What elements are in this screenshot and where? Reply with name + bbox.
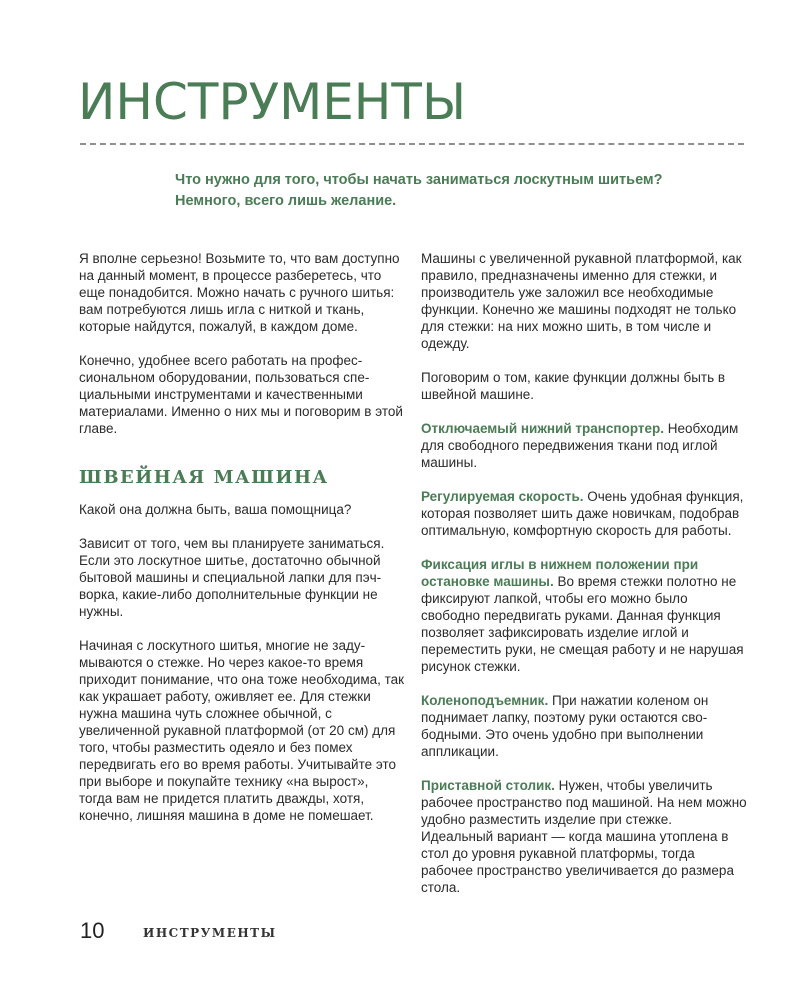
body-paragraph: Какой она должна быть, ваша помощница?: [79, 502, 352, 517]
body-paragraph: Зависит от того, чем вы планируете заниматься. Если это лоскутное шитье, достаточно обычной бытовой машины и специальной лапки для пэчворка, какие-либо дополнительные функции не нужны.: [79, 536, 385, 619]
left-column: [79, 250, 405, 824]
feature-item: [421, 488, 747, 539]
section-heading: ШВЕЙНАЯ МАШИНА: [79, 467, 329, 488]
page-number: 10: [80, 918, 105, 943]
running-footer-label: ИНСТРУМЕНТЫ: [143, 926, 277, 940]
feature-term: Фиксация иглы в нижнем положении при остановке машины.: [421, 557, 699, 589]
feature-item: [421, 556, 747, 675]
feature-text: Очень удобная функция, которая позволяет шить даже новичкам, подобрав оптимальную, комфортную скорость для работы.: [421, 489, 744, 538]
intro-line-1: Что нужно для того, чтобы начать заниматься лоскутным шитьем?: [175, 172, 663, 188]
feature-term: Отключаемый нижний транспортер.: [421, 421, 665, 436]
feature-text: Необходим для свободного передвижения ткани под иглой машины.: [421, 421, 739, 470]
feature-term: Приставной столик.: [421, 778, 555, 793]
feature-item: [421, 692, 747, 760]
title-divider: [80, 143, 744, 145]
feature-item: [421, 777, 747, 896]
body-paragraph: Конечно, удобнее всего работать на профессиональном оборудовании, пользоваться специальными инструментами и качественными материалами. Именно о них мы и поговорим в этой главе.: [79, 353, 403, 436]
body-paragraph: Поговорим о том, какие функции должны быть в швейной машине.: [421, 370, 726, 402]
body-paragraph: Машины с увеличенной рукавной платформой, как правило, предназначены именно для стежки, и производитель уже заложил все необходимые функции. Конечно же машины подходят не только для стежки: на них можно шить, в том числе и одежду.: [421, 251, 742, 351]
right-column: [421, 250, 747, 896]
page-title: ИНСТРУМЕНТЫ: [78, 73, 467, 131]
feature-item: [421, 420, 747, 471]
feature-text: При нажатии коленом он поднимает лапку, поэтому руки остаются свободными. Это очень удобно при выполнении аппликации.: [421, 693, 709, 759]
feature-text: Нужен, чтобы увеличить рабочее пространство под машиной. На нем можно удобно разместить изделие при стежке. Идеальный вариант — когда машина утоплена в стол до уровня рукавной платформы, тогда рабочее пространство увеличивается до размера стола.: [421, 778, 747, 895]
intro-line-2: Немного, всего лишь желание.: [175, 193, 397, 209]
feature-term: Регулируемая скорость.: [421, 489, 584, 504]
intro-lead: [175, 170, 735, 212]
body-paragraph: Начиная с лоскутного шитья, многие не задумываются о стежке. Но через какое-то время приходит понимание, что она тоже необходима, так как украшает работу, оживляет ее. Для стежки нужна машина чуть сложнее обычной, с увеличенной рукавной платформой (от 20 см) для того, чтобы разместить одеяло и без помех передвигать его во время работы. Учитывайте это при выборе и покупайте технику «на вырост», тогда вам не придется платить дважды, хотя, конечно, лишняя машина в доме не помешает.: [79, 638, 405, 823]
feature-text: Во время стежки полотно не фиксируют лапкой, чтобы его можно было свободно передвигать руками. Данная функция позволяет зафиксировать изделие иглой и переместить руки, не смещая работу и не нарушая рисунок стежки.: [421, 574, 744, 674]
body-paragraph: Я вполне серьезно! Возьмите то, что вам доступно на данный момент, в процессе разберетесь, что еще понадобится. Можно начать с ручного шитья: вам потребуются лишь игла с ниткой и ткань, которые найдутся, пожалуй, в каждом доме.: [79, 251, 400, 334]
feature-term: Коленоподъемник.: [421, 693, 549, 708]
